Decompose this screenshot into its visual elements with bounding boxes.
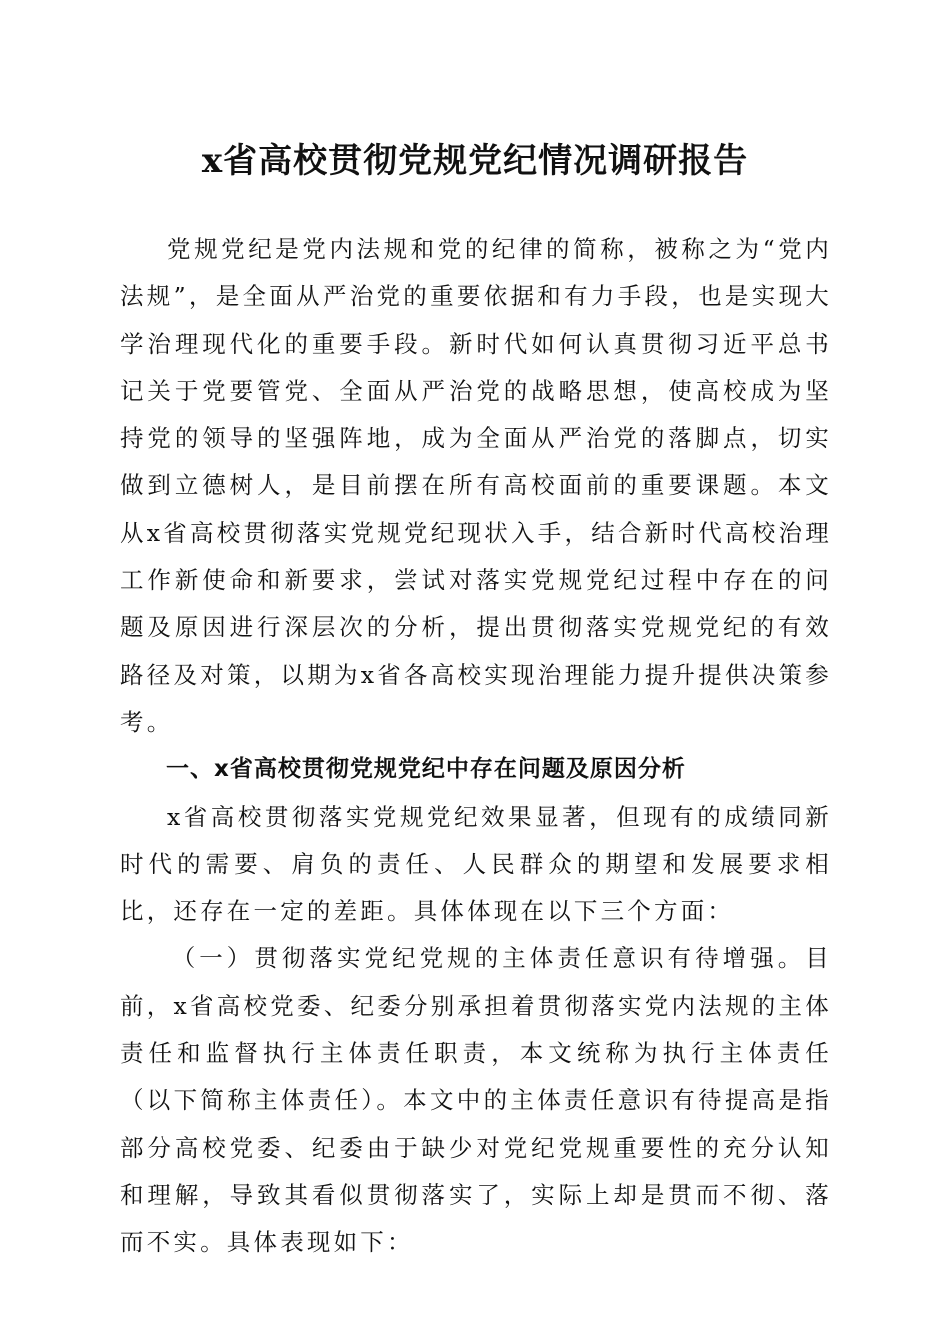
section-paragraph: x省高校贯彻落实党规党纪效果显著，但现有的成绩同新时代的需要、肩负的责任、人民群众的期望和发展要求相比，还存在一定的差距。具体体现在以下三个方面： [120,802,832,926]
section-heading: 一、x省高校贯彻党规党纪中存在问题及原因分析 [166,756,686,783]
document-body [120,226,832,1267]
intro-paragraph: 党规党纪是党内法规和党的纪律的简称，被称之为“党内法规”，是全面从严治党的重要依据和有力手段，也是实现大学治理现代化的重要手段。新时代如何认真贯彻习近平总书记关于党要管党、全面从严治党的战略思想，使高校成为坚持党的领导的坚强阵地，成为全面从严治党的落脚点，切实做到立德树人，是目前摆在所有高校面前的重要课题。本文从x省高校贯彻落实党规党纪现状入手，结合新时代高校治理工作新使命和新要求，尝试对落实党规党纪过程中存在的问题及原因进行深层次的分析，提出贯彻落实党规党纪的有效路径及对策，以期为x省各高校实现治理能力提升提供决策参考。 [120,235,832,736]
subsection-paragraph: （一）贯彻落实党纪党规的主体责任意识有待增强。目前，x省高校党委、纪委分别承担着贯彻落实党内法规的主体责任和监督执行主体责任职责，本文统称为执行主体责任（以下简称主体责任）。本文中的主体责任意识有待提高是指部分高校党委、纪委由于缺少对党纪党规重要性的充分认知和理解，导致其看似贯彻落实了，实际上却是贯而不彻、落而不实。具体表现如下： [120,944,832,1257]
document-title: x省高校贯彻党规党纪情况调研报告 [201,141,749,181]
